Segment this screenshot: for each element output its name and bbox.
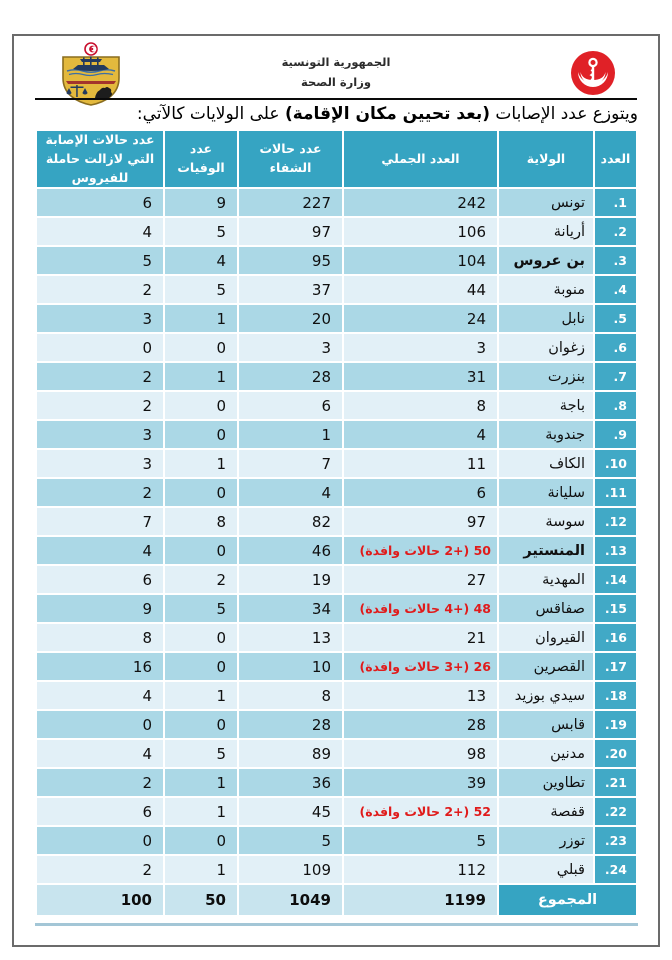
cell-governorate-name: تونس <box>499 189 593 216</box>
table-row <box>37 189 636 216</box>
cell-row-number: 16. <box>595 624 636 651</box>
cell-active-cases: 2 <box>37 856 163 883</box>
cell-deaths: 0 <box>165 334 237 361</box>
cell-total-cases: 242 <box>344 189 497 216</box>
cell-recovered: 227 <box>239 189 342 216</box>
cell-deaths-sum: 50 <box>165 885 237 915</box>
cell-active-cases: 7 <box>37 508 163 535</box>
cell-deaths: 1 <box>165 305 237 332</box>
cell-deaths: 1 <box>165 856 237 883</box>
table-row <box>37 566 636 593</box>
cell-governorate-name: سليانة <box>499 479 593 506</box>
cell-recovered: 20 <box>239 305 342 332</box>
cell-active-cases: 0 <box>37 334 163 361</box>
table-row <box>37 740 636 767</box>
cell-total-cases: 39 <box>344 769 497 796</box>
cell-active-cases: 3 <box>37 305 163 332</box>
republic-line: الجمهورية التونسية <box>281 55 391 69</box>
cell-deaths: 1 <box>165 450 237 477</box>
cell-row-number: 19. <box>595 711 636 738</box>
cell-active-cases: 4 <box>37 682 163 709</box>
cell-active-cases: 8 <box>37 624 163 651</box>
cell-total-cases: 106 <box>344 218 497 245</box>
cell-governorate-name: المهدية <box>499 566 593 593</box>
cell-total-cases-sum: 1199 <box>344 885 497 915</box>
cell-row-number: 10. <box>595 450 636 477</box>
table-row <box>37 682 636 709</box>
cell-deaths: 0 <box>165 653 237 680</box>
cell-total-cases: 13 <box>344 682 497 709</box>
cell-governorate-name: توزر <box>499 827 593 854</box>
table-body <box>37 189 636 883</box>
cell-recovered: 5 <box>239 827 342 854</box>
table-row <box>37 595 636 622</box>
table-row <box>37 334 636 361</box>
cell-active-sum: 100 <box>37 885 163 915</box>
table-row <box>37 392 636 419</box>
cell-deaths: 9 <box>165 189 237 216</box>
cell-recovered: 46 <box>239 537 342 564</box>
col-header-recovered: عدد حالات الشفاء <box>239 131 342 187</box>
cell-governorate-name: تطاوين <box>499 769 593 796</box>
cell-active-cases: 2 <box>37 769 163 796</box>
cell-deaths: 4 <box>165 247 237 274</box>
cell-governorate-name: الكاف <box>499 450 593 477</box>
cell-recovered: 95 <box>239 247 342 274</box>
cell-active-cases: 3 <box>37 450 163 477</box>
cell-governorate-name: المنستير <box>499 537 593 564</box>
cell-total-cases: 27 <box>344 566 497 593</box>
cell-total-cases: 31 <box>344 363 497 390</box>
table-row <box>37 508 636 535</box>
cell-recovered: 13 <box>239 624 342 651</box>
cell-deaths: 1 <box>165 769 237 796</box>
table-row <box>37 450 636 477</box>
cell-deaths: 1 <box>165 798 237 825</box>
title-text-bold: (بعد تحيين مكان الإقامة) <box>284 104 490 124</box>
cell-deaths: 5 <box>165 218 237 245</box>
col-header-governorate: الولاية <box>499 131 593 187</box>
table-row <box>37 624 636 651</box>
cell-active-cases: 6 <box>37 566 163 593</box>
table-row <box>37 479 636 506</box>
table-row <box>37 537 636 564</box>
cell-total-label: المجموع <box>499 885 636 915</box>
cell-total-cases: 26 (+3 حالات وافدة) <box>344 653 497 680</box>
cell-deaths: 0 <box>165 421 237 448</box>
cell-recovered: 82 <box>239 508 342 535</box>
cell-active-cases: 6 <box>37 189 163 216</box>
cell-row-number: 13. <box>595 537 636 564</box>
cell-governorate-name: زغوان <box>499 334 593 361</box>
cell-active-cases: 2 <box>37 392 163 419</box>
ministry-line: وزارة الصحة <box>301 75 371 90</box>
cell-total-cases: 104 <box>344 247 497 274</box>
cell-total-cases: 5 <box>344 827 497 854</box>
cell-row-number: 8. <box>595 392 636 419</box>
cell-total-cases: 44 <box>344 276 497 303</box>
cell-total-cases: 97 <box>344 508 497 535</box>
cell-governorate-name: قبلي <box>499 856 593 883</box>
cell-recovered: 6 <box>239 392 342 419</box>
cell-recovered: 4 <box>239 479 342 506</box>
letterhead <box>14 36 658 98</box>
table-row <box>37 798 636 825</box>
cell-deaths: 5 <box>165 595 237 622</box>
cell-row-number: 3. <box>595 247 636 274</box>
health-ministry-logo-icon <box>570 50 616 96</box>
cell-active-cases: 4 <box>37 537 163 564</box>
table-header <box>37 131 636 187</box>
cell-recovered: 36 <box>239 769 342 796</box>
cell-total-cases: 3 <box>344 334 497 361</box>
government-header-text <box>14 52 658 92</box>
cell-recovered: 37 <box>239 276 342 303</box>
cell-governorate-name: أريانة <box>499 218 593 245</box>
cell-governorate-name: القيروان <box>499 624 593 651</box>
cell-row-number: 23. <box>595 827 636 854</box>
cell-active-cases: 0 <box>37 827 163 854</box>
cell-recovered: 7 <box>239 450 342 477</box>
cell-recovered: 109 <box>239 856 342 883</box>
cell-recovered: 3 <box>239 334 342 361</box>
cell-active-cases: 4 <box>37 218 163 245</box>
cell-governorate-name: القصرين <box>499 653 593 680</box>
cell-total-cases: 11 <box>344 450 497 477</box>
cell-row-number: 9. <box>595 421 636 448</box>
cell-recovered: 28 <box>239 711 342 738</box>
cell-total-cases: 48 (+4 حالات وافدة) <box>344 595 497 622</box>
col-header-deaths: عدد الوفيات <box>165 131 237 187</box>
cell-row-number: 17. <box>595 653 636 680</box>
page-title <box>35 104 638 124</box>
header-row <box>37 131 636 187</box>
cell-recovered: 1 <box>239 421 342 448</box>
table-row <box>37 218 636 245</box>
cell-recovered: 8 <box>239 682 342 709</box>
cell-row-number: 7. <box>595 363 636 390</box>
cell-deaths: 1 <box>165 363 237 390</box>
cell-active-cases: 6 <box>37 798 163 825</box>
cell-total-cases: 24 <box>344 305 497 332</box>
cell-recovered: 10 <box>239 653 342 680</box>
cell-total-cases: 6 <box>344 479 497 506</box>
table-row <box>37 276 636 303</box>
cell-recovered: 34 <box>239 595 342 622</box>
cell-deaths: 0 <box>165 827 237 854</box>
cell-deaths: 5 <box>165 276 237 303</box>
table-bottom-rule <box>35 923 638 926</box>
cell-recovered: 89 <box>239 740 342 767</box>
cell-governorate-name: منوبة <box>499 276 593 303</box>
cell-deaths: 5 <box>165 740 237 767</box>
col-header-total-cases: العدد الجملي <box>344 131 497 187</box>
cell-active-cases: 9 <box>37 595 163 622</box>
cell-row-number: 14. <box>595 566 636 593</box>
cell-row-number: 20. <box>595 740 636 767</box>
cell-total-cases: 112 <box>344 856 497 883</box>
cell-active-cases: 2 <box>37 363 163 390</box>
cell-governorate-name: بنزرت <box>499 363 593 390</box>
cell-governorate-name: قفصة <box>499 798 593 825</box>
cell-recovered: 19 <box>239 566 342 593</box>
table-row <box>37 363 636 390</box>
header-divider <box>35 98 637 100</box>
cell-row-number: 22. <box>595 798 636 825</box>
cell-recovered: 45 <box>239 798 342 825</box>
table-row <box>37 856 636 883</box>
cell-governorate-name: سيدي بوزيد <box>499 682 593 709</box>
cell-total-cases: 4 <box>344 421 497 448</box>
cell-row-number: 24. <box>595 856 636 883</box>
table-row <box>37 247 636 274</box>
cell-active-cases: 16 <box>37 653 163 680</box>
table-row <box>37 305 636 332</box>
cell-deaths: 0 <box>165 537 237 564</box>
cell-row-number: 21. <box>595 769 636 796</box>
table-row <box>37 421 636 448</box>
cell-total-cases: 50 (+2 حالات وافدة) <box>344 537 497 564</box>
cell-total-cases: 8 <box>344 392 497 419</box>
cell-active-cases: 0 <box>37 711 163 738</box>
cell-row-number: 1. <box>595 189 636 216</box>
cell-active-cases: 2 <box>37 479 163 506</box>
cell-row-number: 6. <box>595 334 636 361</box>
cell-governorate-name: نابل <box>499 305 593 332</box>
cell-deaths: 0 <box>165 479 237 506</box>
cell-governorate-name: بن عروس <box>499 247 593 274</box>
cell-total-cases: 52 (+2 حالات وافدة) <box>344 798 497 825</box>
cell-active-cases: 5 <box>37 247 163 274</box>
cell-row-number: 15. <box>595 595 636 622</box>
cell-active-cases: 4 <box>37 740 163 767</box>
table-row <box>37 769 636 796</box>
table-row <box>37 653 636 680</box>
cell-total-cases: 98 <box>344 740 497 767</box>
title-text-end: على الولايات كالآتي: <box>136 104 285 124</box>
cell-active-cases: 3 <box>37 421 163 448</box>
cell-deaths: 2 <box>165 566 237 593</box>
cell-recovered-sum: 1049 <box>239 885 342 915</box>
cell-governorate-name: باجة <box>499 392 593 419</box>
cell-active-cases: 2 <box>37 276 163 303</box>
cell-deaths: 0 <box>165 392 237 419</box>
cell-governorate-name: قابس <box>499 711 593 738</box>
document-page <box>12 34 660 947</box>
table-row <box>37 711 636 738</box>
cell-deaths: 0 <box>165 711 237 738</box>
col-header-row-number: العدد <box>595 131 636 187</box>
cell-governorate-name: جندوبة <box>499 421 593 448</box>
cell-row-number: 2. <box>595 218 636 245</box>
cell-recovered: 28 <box>239 363 342 390</box>
cell-governorate-name: مدنين <box>499 740 593 767</box>
cell-total-cases: 21 <box>344 624 497 651</box>
cell-deaths: 8 <box>165 508 237 535</box>
cell-row-number: 11. <box>595 479 636 506</box>
cell-row-number: 5. <box>595 305 636 332</box>
cases-by-governorate-table <box>35 129 638 917</box>
cell-row-number: 18. <box>595 682 636 709</box>
table-row <box>37 827 636 854</box>
cell-governorate-name: سوسة <box>499 508 593 535</box>
cell-recovered: 97 <box>239 218 342 245</box>
col-header-active-cases: عدد حالات الإصابة التي لازالت حاملة للفيروس <box>37 131 163 187</box>
cell-governorate-name: صفاقس <box>499 595 593 622</box>
title-text-start: ويتوزع عدد الإصابات <box>489 104 638 124</box>
cell-row-number: 12. <box>595 508 636 535</box>
cell-row-number: 4. <box>595 276 636 303</box>
total-row <box>37 885 636 915</box>
cell-total-cases: 28 <box>344 711 497 738</box>
cell-deaths: 0 <box>165 624 237 651</box>
cell-deaths: 1 <box>165 682 237 709</box>
table-footer <box>37 885 636 915</box>
